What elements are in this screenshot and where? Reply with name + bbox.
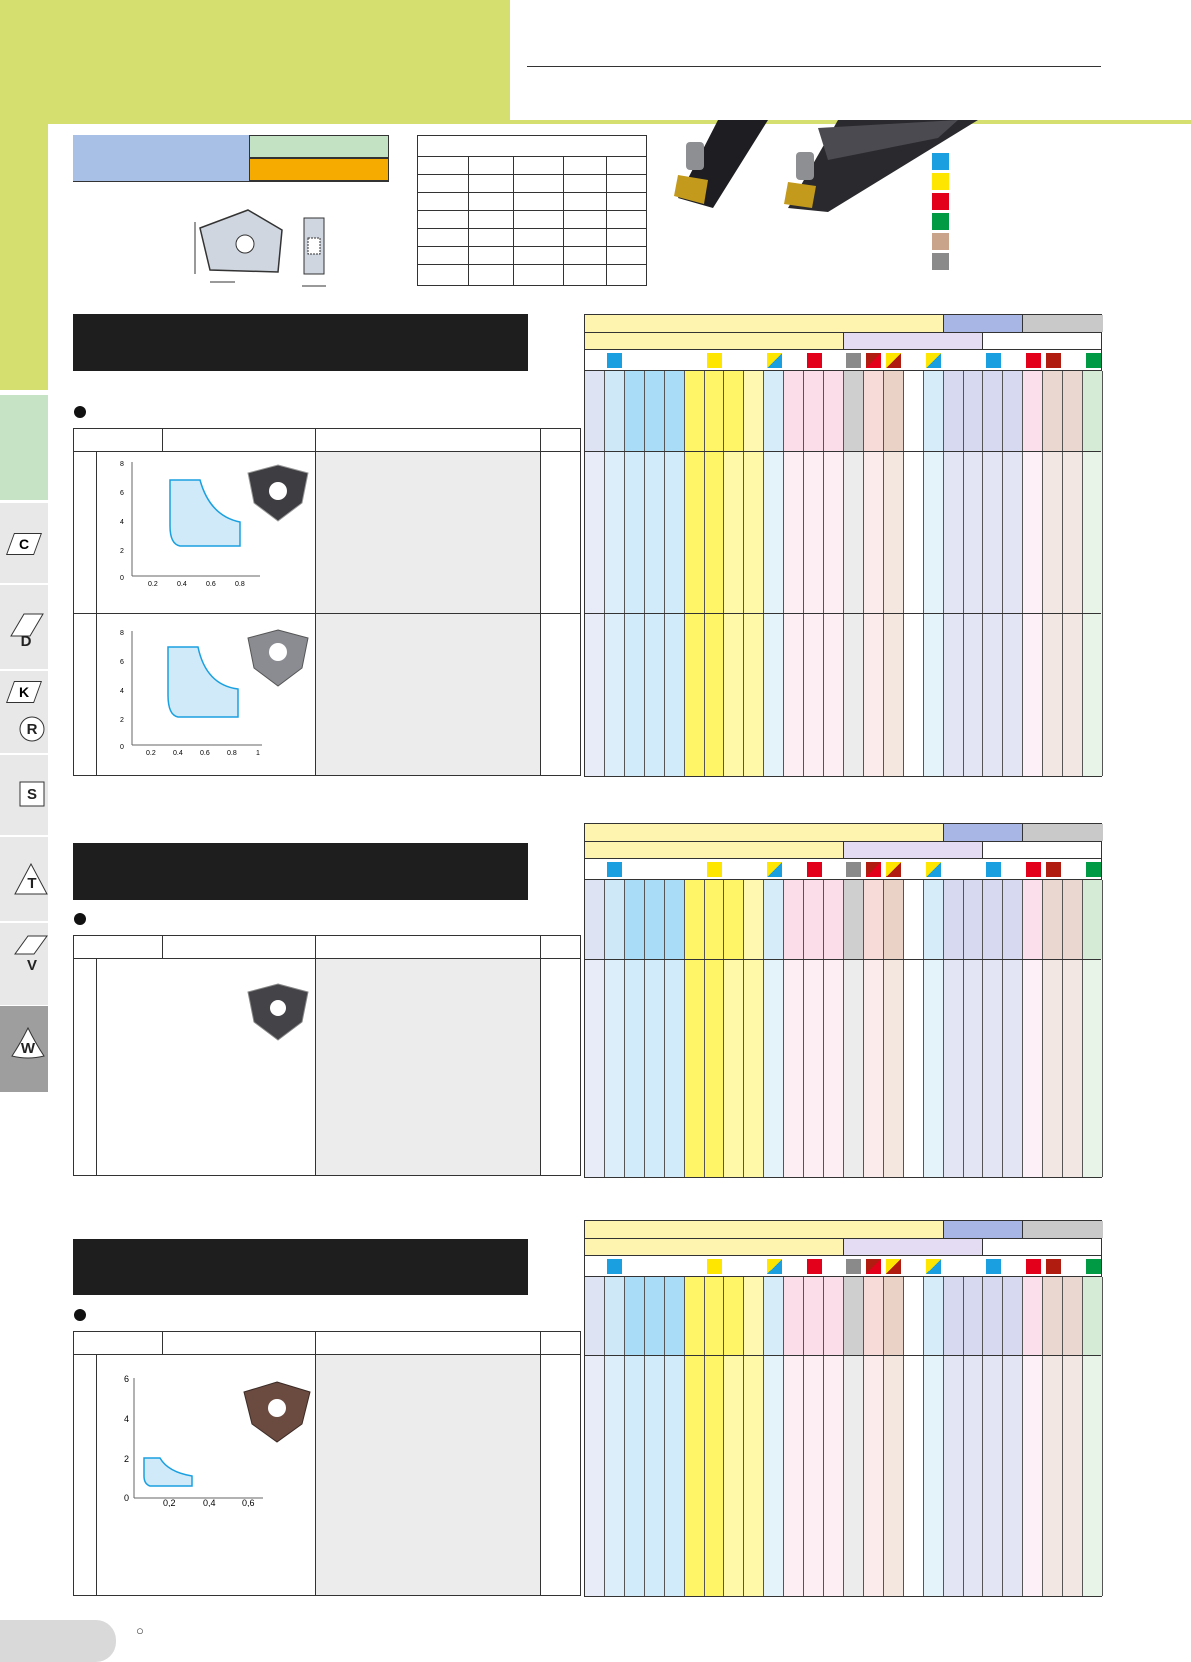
legend-swatch-yellow: [932, 173, 949, 190]
grade-icon: [1086, 1259, 1101, 1274]
side-tab-c[interactable]: C: [0, 502, 48, 583]
page-number-tab: [0, 1620, 116, 1662]
grade-icon: [866, 862, 881, 877]
grade-icon: [807, 353, 822, 368]
chart-2-ytick: 4: [120, 688, 124, 695]
grade-icon: [1046, 862, 1061, 877]
section-1-bullet: [74, 406, 86, 418]
grade-icon: [866, 1259, 881, 1274]
chart-1-ytick: 8: [120, 461, 124, 468]
insert-photo-1: [246, 463, 310, 523]
grade-icon: [1026, 862, 1041, 877]
sidebar-band: [0, 0, 48, 390]
side-tab-d[interactable]: D: [0, 584, 48, 669]
rhombus-icon: [14, 935, 48, 955]
chart-3-ytick: 0: [124, 1493, 130, 1503]
grade-icon: [926, 1259, 941, 1274]
grade-icon: [807, 1259, 822, 1274]
chart-1-area: [170, 480, 240, 546]
chart-3-xtick: 0,4: [203, 1498, 216, 1507]
grade-icon: [846, 862, 861, 877]
grade-icon: [767, 353, 782, 368]
legend-swatch-gray: [932, 253, 949, 270]
chart-2-xtick: 1: [256, 750, 260, 755]
chart-2-ytick: 6: [120, 659, 124, 666]
grade-icon: [607, 353, 622, 368]
chart-3-xtick: 0,6: [242, 1498, 255, 1507]
grade-icon: [1046, 1259, 1061, 1274]
info-block-blue: [73, 135, 249, 181]
insert-photo-4: [242, 1380, 312, 1444]
grade-icon: [707, 862, 722, 877]
side-tab-w-active[interactable]: W: [0, 1006, 48, 1092]
grade-icon: [807, 862, 822, 877]
grade-icon: [886, 1259, 901, 1274]
insert-photo-3: [246, 982, 310, 1042]
chart-2-xtick: 0,6: [200, 750, 210, 755]
grade-icon: [1026, 353, 1041, 368]
grade-matrix-1: [584, 314, 1102, 777]
chart-1-ytick: 2: [120, 548, 124, 555]
chart-2-ytick: 2: [120, 717, 124, 724]
section-2-table: [73, 935, 581, 1176]
chart-1-ytick: 4: [120, 519, 124, 526]
chart-2-xtick: 0,2: [146, 750, 156, 755]
info-block-rule: [73, 181, 389, 182]
grade-icon: [926, 353, 941, 368]
chart-3-xtick: 0,2: [163, 1498, 176, 1507]
section-2-header: [73, 843, 528, 900]
legend-swatch-red: [932, 193, 949, 210]
dimension-table: [417, 135, 647, 286]
grade-icon: [1046, 353, 1061, 368]
chart-2: [120, 625, 265, 755]
grade-icon: [767, 1259, 782, 1274]
info-block-green: [249, 135, 389, 158]
chart-3-area: [144, 1458, 192, 1486]
chart-1-xtick: 0,4: [177, 581, 187, 586]
grade-icon: [986, 353, 1001, 368]
grade-icon: [986, 862, 1001, 877]
grade-icon: [1086, 353, 1101, 368]
section-2-bullet: [74, 913, 86, 925]
grade-icon: [926, 862, 941, 877]
chart-3-ytick: 4: [124, 1414, 130, 1424]
chart-1-ytick: 0: [120, 575, 124, 582]
grade-icon: [866, 353, 881, 368]
chart-2-ytick: 8: [120, 630, 124, 637]
grade-icon: [846, 353, 861, 368]
grade-icon: [707, 353, 722, 368]
chart-3-ytick: 6: [124, 1374, 130, 1384]
section-3-header: [73, 1239, 528, 1295]
chart-3-ytick: 2: [124, 1454, 130, 1464]
grade-icon: [707, 1259, 722, 1274]
side-tab-active-section: [0, 395, 48, 500]
grade-icon: [767, 862, 782, 877]
side-tab-k-r[interactable]: K R: [0, 670, 48, 753]
chart-1-xtick: 0,6: [206, 581, 216, 586]
chart-2-ytick: 0: [120, 744, 124, 751]
chart-1-xtick: 0,8: [235, 581, 245, 586]
chart-2-area: [168, 647, 238, 717]
section-3-bullet: [74, 1309, 86, 1321]
title-rule: [527, 66, 1101, 67]
section-1-header: [73, 314, 528, 371]
side-tab-v[interactable]: V: [0, 922, 48, 1005]
legend-swatch-green: [932, 213, 949, 230]
side-tab-t[interactable]: T: [0, 836, 48, 921]
grade-matrix-3: [584, 1220, 1102, 1597]
grade-icon: [886, 862, 901, 877]
grade-icon: [607, 862, 622, 877]
insert-dimension-drawing: [190, 200, 340, 295]
page-marker: ○: [136, 1623, 144, 1638]
header-band: [0, 0, 510, 124]
grade-icon: [986, 1259, 1001, 1274]
grade-icon: [1026, 1259, 1041, 1274]
grade-icon: [1086, 862, 1101, 877]
grade-matrix-2: [584, 823, 1102, 1178]
grade-icon: [846, 1259, 861, 1274]
chart-1-ytick: 6: [120, 490, 124, 497]
legend-swatch-blue: [932, 153, 949, 170]
grade-icon: [607, 1259, 622, 1274]
legend-swatch-tan: [932, 233, 949, 250]
insert-photo-2: [246, 628, 310, 688]
grade-icon: [886, 353, 901, 368]
side-tab-s[interactable]: S: [0, 754, 48, 835]
chart-2-xtick: 0,4: [173, 750, 183, 755]
chart-1-xtick: 0,2: [148, 581, 158, 586]
info-block-orange: [249, 158, 389, 181]
chart-1: [120, 456, 265, 586]
chart-2-xtick: 0,8: [227, 750, 237, 755]
